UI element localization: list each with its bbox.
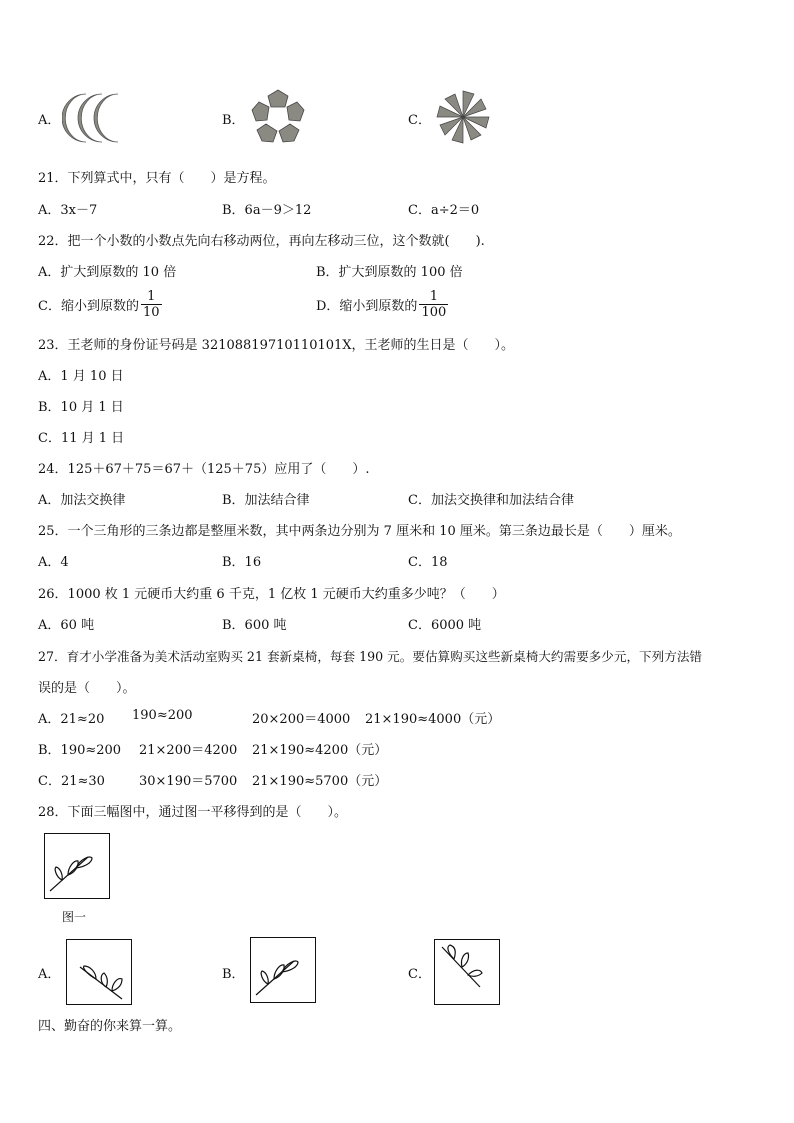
branch-rotated-a-icon (66, 939, 132, 1005)
pinwheel-icon (434, 88, 492, 146)
q24-option-a[interactable]: A．加法交换律 (38, 493, 126, 508)
q27-b-part2: 21×200＝4200 (139, 743, 238, 758)
q28-option-a[interactable]: A． (38, 967, 61, 982)
q25-stem: 25．一个三角形的三条边都是整厘米数，其中两条边分别为 7 厘米和 10 厘米。第三条边最长是（ ）厘米。 (38, 524, 681, 539)
q27-stem-line1: 27．育才小学准备为美术活动室购买 21 套新桌椅，每套 190 元。要估算购买这些新桌椅大约需要多少元，下列方法错 (38, 649, 703, 664)
q27-c-part2: 30×190＝5700 (139, 774, 238, 789)
q22-option-a[interactable]: A．扩大到原数的 10 倍 (38, 265, 177, 280)
q25-option-a[interactable]: A．4 (38, 555, 69, 570)
q25-option-c[interactable]: C．18 (408, 555, 448, 570)
q23-option-b[interactable]: B．10 月 1 日 (38, 400, 124, 415)
q28-stem: 28．下面三幅图中，通过图一平移得到的是（ ）。 (38, 805, 348, 820)
q27-a-part3: 20×200＝4000 (252, 712, 351, 727)
q26-stem: 26．1000 枚 1 元硬币大约重 6 千克，1 亿枚 1 元硬币大约重多少吨？（ ） (38, 587, 505, 602)
q27-a-part4: 21×190≈4000（元） (365, 712, 501, 727)
q26-option-a[interactable]: A．60 吨 (38, 618, 95, 633)
q27-stem-line2: 误的是（ ）。 (38, 681, 136, 696)
branch-translated-b-icon (250, 937, 316, 1003)
q27-a-part1: A．21≈20 (38, 712, 105, 727)
q20-option-a[interactable]: A． (38, 113, 61, 128)
q22-option-c-text: C．缩小到原数的 (38, 299, 139, 314)
q22-option-c[interactable] (38, 289, 162, 320)
q22-option-d[interactable] (316, 289, 448, 320)
q27-c-part3: 21×190≈5700（元） (252, 774, 388, 789)
q27-a-part2: 190≈200 (132, 708, 193, 723)
q28-option-c[interactable]: C． (408, 967, 431, 982)
branch-flipped-c-icon (434, 939, 500, 1005)
q27-b-part1: B．190≈200 (38, 743, 122, 758)
q25-option-b[interactable]: B．16 (222, 555, 262, 570)
q24-option-b[interactable]: B．加法结合律 (222, 493, 310, 508)
q26-option-c[interactable]: C．6000 吨 (408, 618, 482, 633)
crescent-moons-icon (62, 92, 130, 144)
q21-option-b[interactable]: B．6a－9＞12 (222, 203, 312, 218)
q22-option-b[interactable]: B．扩大到原数的 100 倍 (316, 265, 463, 280)
fraction-one-hundredth: $\frac{1}{100}$ (421, 289, 447, 320)
q28-option-b[interactable]: B． (222, 967, 245, 982)
q21-stem: 21．下列算式中，只有（ ）是方程。 (38, 171, 276, 186)
q23-option-c[interactable]: C．11 月 1 日 (38, 431, 125, 446)
q24-option-c[interactable]: C．加法交换律和加法结合律 (408, 493, 574, 508)
pentagon-ring-icon (248, 88, 308, 146)
figure-one-branch-icon (44, 833, 110, 899)
figure-one-caption: 图一 (62, 910, 87, 924)
q27-c-part1: C．21≈30 (38, 774, 105, 789)
q22-stem: 22．把一个小数的小数点先向右移动两位，再向左移动三位，这个数就( ). (38, 234, 485, 249)
fraction-one-tenth: $\frac{1}{10}$ (142, 289, 160, 320)
section4-title: 四、勤奋的你来算一算。 (38, 1019, 182, 1034)
q21-option-a[interactable]: A．3x－7 (38, 203, 98, 218)
q26-option-b[interactable]: B．600 吨 (222, 618, 287, 633)
q22-option-d-text: D．缩小到原数的 (316, 299, 418, 314)
q24-stem: 24．125＋67＋75＝67＋（125＋75）应用了（ ）. (38, 462, 370, 477)
q21-option-c[interactable]: C．a÷2＝0 (408, 203, 480, 218)
q20-option-b[interactable]: B． (222, 113, 245, 128)
q23-stem: 23．王老师的身份证号码是 32108819710110101X，王老师的生日是（ ）。 (38, 338, 515, 353)
q23-option-a[interactable]: A．1 月 10 日 (38, 369, 124, 384)
q27-b-part3: 21×190≈4200（元） (252, 743, 388, 758)
q20-option-c[interactable]: C． (408, 113, 431, 128)
